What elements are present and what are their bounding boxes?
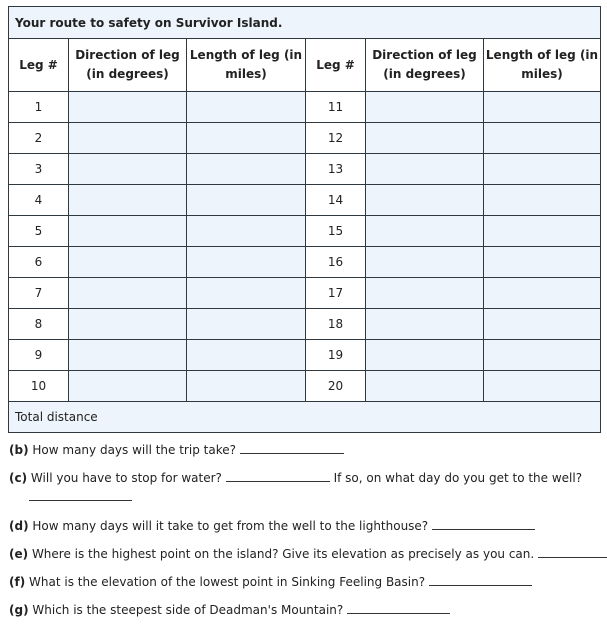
length-cell[interactable] <box>484 92 601 123</box>
direction-header <box>366 39 484 92</box>
length-cell[interactable] <box>484 371 601 402</box>
total-distance-label: Total distance <box>9 402 601 433</box>
length-header-line2: miles) <box>521 67 563 81</box>
leg-number: 16 <box>306 247 366 278</box>
direction-header <box>69 39 187 92</box>
answer-blank[interactable] <box>240 442 344 454</box>
question-c-continuation <box>9 489 132 504</box>
direction-cell[interactable] <box>69 92 187 123</box>
leg-number: 1 <box>9 92 69 123</box>
table-title: Your route to safety on Survivor Island. <box>9 7 601 39</box>
question-d <box>9 518 535 533</box>
direction-cell[interactable] <box>366 247 484 278</box>
leg-number: 17 <box>306 278 366 309</box>
answer-blank[interactable] <box>226 470 330 482</box>
table-row <box>9 340 601 371</box>
question-text: Which is the steepest side of Deadman's Mountain? <box>32 603 344 617</box>
direction-cell[interactable] <box>69 247 187 278</box>
length-cell[interactable] <box>484 247 601 278</box>
direction-cell[interactable] <box>366 216 484 247</box>
leg-number: 11 <box>306 92 366 123</box>
question-label: (c) <box>9 471 28 485</box>
leg-header: Leg # <box>306 39 366 92</box>
leg-number: 2 <box>9 123 69 154</box>
route-worksheet <box>8 6 600 433</box>
direction-cell[interactable] <box>366 154 484 185</box>
leg-number: 4 <box>9 185 69 216</box>
question-label: (g) <box>9 603 29 617</box>
leg-number: 8 <box>9 309 69 340</box>
direction-header-line1: Direction of leg <box>75 48 180 62</box>
length-cell[interactable] <box>484 309 601 340</box>
table-row <box>9 247 601 278</box>
question-label: (e) <box>9 547 29 561</box>
length-cell[interactable] <box>484 154 601 185</box>
table-row <box>9 371 601 402</box>
leg-number: 20 <box>306 371 366 402</box>
question-text: How many days will the trip take? <box>32 443 236 457</box>
length-cell[interactable] <box>187 309 306 340</box>
direction-cell[interactable] <box>366 123 484 154</box>
length-cell[interactable] <box>187 123 306 154</box>
question-text: What is the elevation of the lowest point in Sinking Feeling Basin? <box>29 575 426 589</box>
table-row <box>9 278 601 309</box>
length-cell[interactable] <box>484 123 601 154</box>
leg-number: 7 <box>9 278 69 309</box>
leg-number: 9 <box>9 340 69 371</box>
direction-cell[interactable] <box>69 154 187 185</box>
length-header-line2: miles) <box>225 67 267 81</box>
direction-cell[interactable] <box>366 185 484 216</box>
question-text-followup: If so, on what day do you get to the well? <box>333 471 583 485</box>
length-cell[interactable] <box>187 371 306 402</box>
length-header <box>187 39 306 92</box>
table-row <box>9 216 601 247</box>
direction-cell[interactable] <box>69 371 187 402</box>
length-cell[interactable] <box>187 340 306 371</box>
direction-cell[interactable] <box>69 185 187 216</box>
question-b <box>9 442 344 457</box>
direction-header-line1: Direction of leg <box>372 48 477 62</box>
answer-blank[interactable] <box>429 574 532 586</box>
leg-number: 10 <box>9 371 69 402</box>
answer-blank[interactable] <box>347 602 450 614</box>
question-text: How many days will it take to get from the well to the lighthouse? <box>32 519 429 533</box>
length-cell[interactable] <box>187 154 306 185</box>
length-cell[interactable] <box>484 216 601 247</box>
length-cell[interactable] <box>187 92 306 123</box>
length-cell[interactable] <box>187 278 306 309</box>
direction-header-line2: (in degrees) <box>383 67 466 81</box>
direction-cell[interactable] <box>366 371 484 402</box>
direction-cell[interactable] <box>366 278 484 309</box>
question-c <box>9 470 582 485</box>
leg-number: 14 <box>306 185 366 216</box>
answer-blank[interactable] <box>29 489 132 501</box>
question-text: Will you have to stop for water? <box>30 471 222 485</box>
question-label: (d) <box>9 519 29 533</box>
leg-number: 15 <box>306 216 366 247</box>
length-header-line1: Length of leg (in <box>485 48 599 62</box>
direction-cell[interactable] <box>366 340 484 371</box>
leg-number: 18 <box>306 309 366 340</box>
question-text: Where is the highest point on the island? Give its elevation as precisely as you can. <box>31 547 535 561</box>
length-header-line1: Length of leg (in <box>189 48 303 62</box>
route-table <box>8 6 601 433</box>
question-f <box>9 574 532 589</box>
question-label: (f) <box>9 575 26 589</box>
answer-blank[interactable] <box>432 518 535 530</box>
leg-number: 6 <box>9 247 69 278</box>
length-cell[interactable] <box>187 247 306 278</box>
question-label: (b) <box>9 443 29 457</box>
question-g <box>9 602 450 617</box>
table-row <box>9 309 601 340</box>
table-row <box>9 154 601 185</box>
length-cell[interactable] <box>187 185 306 216</box>
length-cell[interactable] <box>187 216 306 247</box>
direction-cell[interactable] <box>69 216 187 247</box>
length-header <box>484 39 601 92</box>
direction-cell[interactable] <box>69 278 187 309</box>
leg-number: 3 <box>9 154 69 185</box>
leg-number: 19 <box>306 340 366 371</box>
length-cell[interactable] <box>484 340 601 371</box>
question-e <box>9 546 607 561</box>
length-cell[interactable] <box>484 185 601 216</box>
direction-cell[interactable] <box>69 309 187 340</box>
direction-cell[interactable] <box>69 340 187 371</box>
answer-blank[interactable] <box>538 546 607 558</box>
leg-rows <box>9 92 601 402</box>
table-row <box>9 185 601 216</box>
direction-header-line2: (in degrees) <box>86 67 169 81</box>
leg-number: 12 <box>306 123 366 154</box>
table-row <box>9 123 601 154</box>
leg-number: 13 <box>306 154 366 185</box>
leg-number: 5 <box>9 216 69 247</box>
length-cell[interactable] <box>484 278 601 309</box>
table-row <box>9 92 601 123</box>
direction-cell[interactable] <box>366 309 484 340</box>
direction-cell[interactable] <box>366 92 484 123</box>
leg-header: Leg # <box>9 39 69 92</box>
direction-cell[interactable] <box>69 123 187 154</box>
